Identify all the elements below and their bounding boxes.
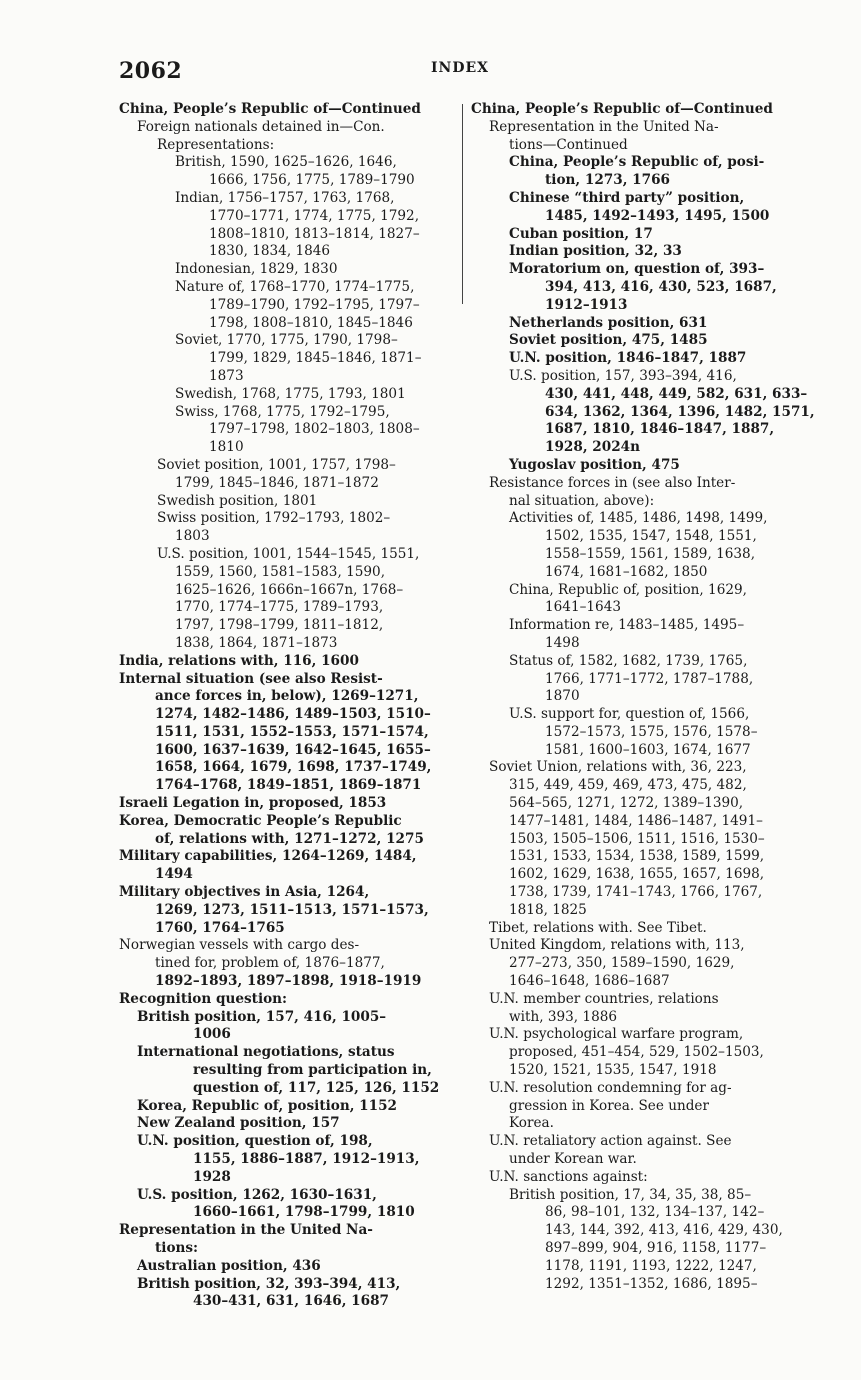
index-line: 1581, 1600–1603, 1674, 1677 [545, 741, 751, 758]
index-line: tion, 1273, 1766 [545, 172, 670, 189]
index-line: 1641–1643 [545, 599, 621, 616]
index-line: 1830, 1834, 1846 [209, 243, 331, 260]
index-line: 1870 [545, 688, 580, 705]
index-line: Norwegian vessels with cargo des- [119, 937, 360, 954]
index-line: 1498 [545, 634, 580, 651]
index-line: 1674, 1681–1682, 1850 [545, 563, 708, 580]
index-line: with, 393, 1886 [509, 1008, 618, 1025]
index-line: Israeli Legation in, proposed, 1853 [119, 795, 387, 812]
index-line: 1799, 1829, 1845–1846, 1871– [209, 350, 422, 367]
index-line: under Korean war. [509, 1151, 637, 1168]
index-line: Nature of, 1768–1770, 1774–1775, [175, 278, 415, 295]
index-line: 1558–1559, 1561, 1589, 1638, [545, 545, 756, 562]
index-line: 143, 144, 392, 413, 416, 429, 430, [545, 1222, 783, 1239]
index-line: International negotiations, status [137, 1044, 395, 1061]
index-line: Australian position, 436 [137, 1257, 321, 1274]
index-line: British position, 157, 416, 1005– [137, 1008, 387, 1025]
index-line: 1274, 1482–1486, 1489–1503, 1510– [155, 706, 431, 723]
index-line: 1892–1893, 1897–1898, 1918–1919 [155, 973, 422, 990]
column-rule [462, 104, 463, 304]
index-line: Korea. [509, 1115, 554, 1132]
index-line: 1269, 1273, 1511–1513, 1571–1573, [155, 901, 429, 918]
index-line: 897–899, 904, 916, 1158, 1177– [545, 1240, 767, 1256]
index-line: U.N. retaliatory action against. See [489, 1133, 732, 1150]
index-line: U.N. member countries, relations [489, 990, 719, 1007]
index-line: 1838, 1864, 1871–1873 [175, 634, 338, 651]
index-line: 1485, 1492–1493, 1495, 1500 [545, 207, 770, 224]
index-line: 1292, 1351–1352, 1686, 1895– [545, 1275, 758, 1292]
index-line: China, People’s Republic of, posi- [509, 154, 765, 171]
index-line: New Zealand position, 157 [137, 1115, 340, 1132]
index-line: tions: [155, 1240, 199, 1256]
index-line: question of, 117, 125, 126, 1152 [193, 1079, 440, 1096]
index-line: 1789–1790, 1792–1795, 1797– [209, 296, 420, 313]
index-line: 1928 [193, 1168, 231, 1185]
index-line: Status of, 1582, 1682, 1739, 1765, [509, 652, 748, 669]
index-line: Swedish position, 1801 [157, 492, 318, 509]
index-line: of, relations with, 1271–1272, 1275 [155, 830, 424, 847]
index-line: China, Republic of, position, 1629, [509, 581, 747, 598]
index-line: 1810 [209, 439, 244, 456]
index-line: 1494 [155, 866, 193, 883]
index-line: tined for, problem of, 1876–1877, [155, 955, 385, 972]
index-line: Representations: [157, 136, 275, 153]
index-line: Indonesian, 1829, 1830 [175, 261, 338, 278]
page-number: 2062 [119, 58, 183, 84]
index-line: Internal situation (see also Resist- [119, 670, 383, 687]
index-line: 1766, 1771–1772, 1787–1788, [545, 670, 754, 687]
index-line: British position, 32, 393–394, 413, [137, 1275, 401, 1292]
index-line: Korea, Republic of, position, 1152 [137, 1097, 398, 1114]
index-line: British position, 17, 34, 35, 38, 85– [509, 1186, 752, 1203]
index-line: Resistance forces in (see also Inter- [489, 474, 736, 491]
index-line: Swiss, 1768, 1775, 1792–1795, [175, 403, 390, 420]
index-line: Chinese “third party” position, [509, 189, 745, 206]
index-line: 1658, 1664, 1679, 1698, 1737–1749, [155, 759, 432, 776]
index-line: 1797, 1798–1799, 1811–1812, [175, 617, 384, 634]
index-line: 1572–1573, 1575, 1576, 1578– [545, 723, 758, 740]
index-line: U.N. position, question of, 198, [137, 1133, 373, 1150]
index-line: 430, 441, 448, 449, 582, 631, 633– [545, 385, 808, 402]
index-line: Yugoslav position, 475 [509, 456, 680, 473]
index-line: 1928, 2024n [545, 439, 641, 456]
index-line: Soviet position, 1001, 1757, 1798– [157, 456, 396, 473]
index-line: Swiss position, 1792–1793, 1802– [157, 510, 391, 527]
index-line: 1625–1626, 1666n–1667n, 1768– [175, 581, 404, 598]
index-line: 1738, 1739, 1741–1743, 1766, 1767, [509, 884, 763, 901]
index-line: 1646–1648, 1686–1687 [509, 973, 670, 990]
index-line: Activities of, 1485, 1486, 1498, 1499, [509, 510, 768, 527]
index-line: gression in Korea. See under [509, 1097, 709, 1114]
index-line: 1808–1810, 1813–1814, 1827– [209, 225, 420, 242]
index-line: 1798, 1808–1810, 1845–1846 [209, 314, 413, 331]
index-column-right [471, 101, 815, 1293]
index-line: Swedish, 1768, 1775, 1793, 1801 [175, 385, 406, 402]
index-line: ance forces in, below), 1269–1271, [155, 688, 419, 705]
index-line: 1873 [209, 367, 244, 384]
index-line: 1770, 1774–1775, 1789–1793, [175, 599, 384, 616]
index-line: 1559, 1560, 1581–1583, 1590, [175, 563, 386, 580]
index-line: 277–273, 350, 1589–1590, 1629, [509, 955, 735, 972]
index-line: Indian position, 32, 33 [509, 243, 682, 260]
index-line: China, People’s Republic of—Continued [119, 101, 421, 117]
index-line: 1503, 1505–1506, 1511, 1516, 1530– [509, 830, 765, 847]
index-line: 315, 449, 459, 469, 473, 475, 482, [509, 777, 747, 794]
index-line: 1178, 1191, 1193, 1222, 1247, [545, 1257, 757, 1274]
index-line: 1687, 1810, 1846–1847, 1887, [545, 421, 775, 438]
index-line: 564–565, 1271, 1272, 1389–1390, [509, 795, 744, 812]
index-line: 1818, 1825 [509, 901, 587, 918]
index-line: 1155, 1886–1887, 1912–1913, [193, 1151, 420, 1168]
index-line: 394, 413, 416, 430, 523, 1687, [545, 278, 777, 295]
index-line: Representation in the United Na- [489, 118, 719, 135]
index-line: U.S. position, 1262, 1630–1631, [137, 1186, 377, 1203]
index-line: tions—Continued [509, 136, 628, 153]
index-line: Cuban position, 17 [509, 225, 653, 242]
index-line: 1006 [193, 1026, 231, 1043]
index-line: Netherlands position, 631 [509, 314, 708, 331]
index-line: 1799, 1845–1846, 1871–1872 [175, 474, 379, 491]
index-line: proposed, 451–454, 529, 1502–1503, [509, 1044, 764, 1061]
index-line: 1797–1798, 1802–1803, 1808– [209, 421, 420, 438]
index-line: 1531, 1533, 1534, 1538, 1589, 1599, [509, 848, 765, 865]
index-line: Military objectives in Asia, 1264, [119, 884, 370, 901]
index-line: Soviet Union, relations with, 36, 223, [489, 759, 747, 776]
index-line: 1666, 1756, 1775, 1789–1790 [209, 172, 415, 189]
index-line: 1764–1768, 1849–1851, 1869–1871 [155, 777, 422, 794]
index-line: 1760, 1764–1765 [155, 919, 285, 936]
index-line: U.N. resolution condemning for ag- [489, 1079, 732, 1096]
index-line: U.N. position, 1846–1847, 1887 [509, 350, 747, 367]
index-line: China, People’s Republic of—Continued [471, 101, 773, 117]
index-line: nal situation, above): [509, 492, 655, 509]
index-line: Moratorium on, question of, 393– [509, 261, 765, 278]
index-line: 1600, 1637–1639, 1642–1645, 1655– [155, 741, 431, 758]
index-line: United Kingdom, relations with, 113, [489, 937, 745, 954]
index-line: Information re, 1483–1485, 1495– [509, 617, 745, 634]
running-head: INDEX [431, 60, 490, 76]
index-line: Indian, 1756–1757, 1763, 1768, [175, 189, 395, 206]
index-line: 1912–1913 [545, 296, 628, 313]
index-line: 1770–1771, 1774, 1775, 1792, [209, 207, 420, 224]
index-line: 1477–1481, 1484, 1486–1487, 1491– [509, 812, 763, 829]
index-line: 1660–1661, 1798–1799, 1810 [193, 1204, 415, 1221]
index-line: U.S. position, 1001, 1544–1545, 1551, [157, 545, 420, 562]
index-line: 1511, 1531, 1552–1553, 1571–1574, [155, 723, 429, 740]
index-line: Soviet position, 475, 1485 [509, 332, 708, 349]
index-line: 1520, 1521, 1535, 1547, 1918 [509, 1062, 717, 1079]
index-line: Foreign nationals detained in—Con. [137, 118, 385, 135]
index-line: Recognition question: [119, 990, 288, 1007]
index-line: U.N. sanctions against: [489, 1168, 648, 1185]
index-line: 634, 1362, 1364, 1396, 1482, 1571, [545, 403, 815, 420]
index-line: resulting from participation in, [193, 1062, 432, 1079]
index-line: 1803 [175, 528, 210, 545]
index-line: Tibet, relations with. See Tibet. [489, 919, 707, 936]
index-line: India, relations with, 116, 1600 [119, 652, 359, 669]
index-line: U.S. position, 157, 393–394, 416, [509, 367, 737, 384]
index-column-left [119, 101, 459, 1311]
index-line: Military capabilities, 1264–1269, 1484, [119, 848, 417, 865]
index-line: 1502, 1535, 1547, 1548, 1551, [545, 528, 757, 545]
index-line: 1602, 1629, 1638, 1655, 1657, 1698, [509, 866, 765, 883]
index-line: 86, 98–101, 132, 134–137, 142– [545, 1204, 765, 1221]
index-line: Korea, Democratic People’s Republic [119, 812, 402, 829]
index-line: Representation in the United Na- [119, 1222, 373, 1239]
index-line: Soviet, 1770, 1775, 1790, 1798– [175, 332, 398, 349]
index-line: 430–431, 631, 1646, 1687 [193, 1293, 389, 1310]
index-line: U.N. psychological warfare program, [489, 1026, 744, 1043]
index-line: U.S. support for, question of, 1566, [509, 706, 750, 723]
index-line: British, 1590, 1625–1626, 1646, [175, 154, 397, 171]
